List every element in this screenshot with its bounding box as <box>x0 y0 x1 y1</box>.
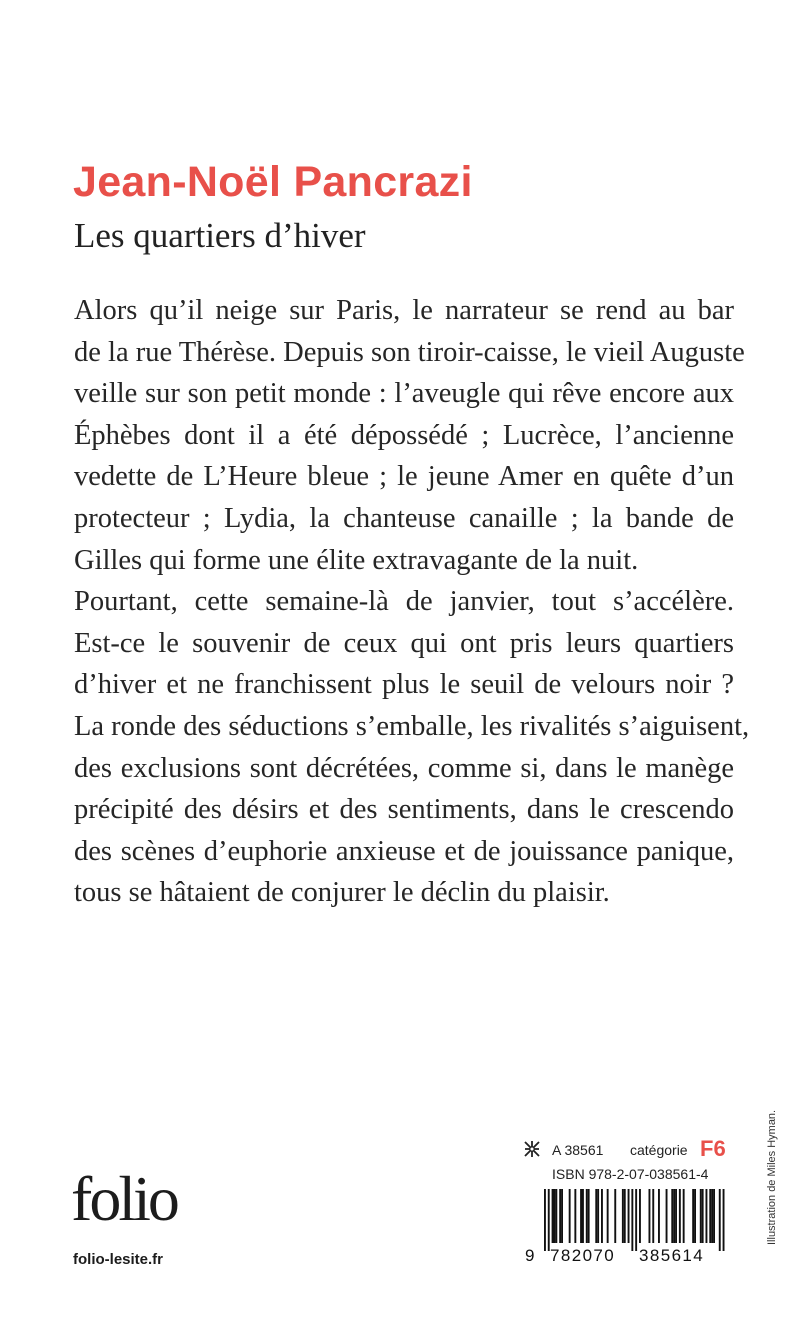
barcode <box>542 1189 728 1251</box>
barcode-bar <box>601 1189 603 1243</box>
catalog-code-row <box>522 1138 727 1162</box>
category-value: F6 <box>700 1136 726 1161</box>
barcode-bar <box>649 1189 651 1243</box>
barcode-bar <box>554 1189 556 1243</box>
barcode-bar <box>692 1189 694 1243</box>
author-name: Jean-Noël Pancrazi <box>73 158 473 206</box>
barcode-bar <box>586 1189 588 1243</box>
barcode-bar <box>574 1189 576 1243</box>
barcode-bar <box>671 1189 673 1243</box>
barcode-bar <box>652 1189 654 1243</box>
blurb-line: Gilles qui forme une élite extravagante de la nuit. <box>74 544 639 576</box>
barcode-bar <box>683 1189 685 1243</box>
barcode-bar <box>635 1189 637 1251</box>
barcode-bar <box>561 1189 563 1243</box>
barcode-bar <box>711 1189 713 1243</box>
barcode-bar <box>624 1189 626 1243</box>
blurb-line: protecteur ; Lydia, la chanteuse canaille ; la bande de <box>74 502 734 534</box>
barcode-bar <box>639 1189 641 1243</box>
barcode-bar <box>588 1189 590 1243</box>
catalog-code: A 38561 <box>552 1142 604 1158</box>
barcode-bar <box>559 1189 561 1243</box>
barcode-bar <box>694 1189 696 1243</box>
blurb-line: précipité des désirs et des sentiments, dans le crescendo <box>74 794 734 826</box>
barcode-bar <box>548 1189 550 1251</box>
blurb-line: Éphèbes dont il a été dépossédé ; Lucrèce, l’ancienne <box>74 419 734 451</box>
barcode-bar <box>631 1189 633 1251</box>
blurb-line: tous se hâtaient de conjurer le déclin du plaisir. <box>74 877 610 909</box>
barcode-bar <box>597 1189 599 1243</box>
barcode-bar <box>709 1189 711 1243</box>
blurb-line: Pourtant, cette semaine-là de janvier, tout s’accélère. <box>74 586 734 618</box>
barcode-bar <box>569 1189 571 1243</box>
blurb-line: Alors qu’il neige sur Paris, le narrateur se rend au bar <box>74 295 734 326</box>
barcode-bar <box>700 1189 702 1243</box>
barcode-bar <box>628 1189 630 1243</box>
blurb-line: des exclusions sont décrétées, comme si, dans le manège <box>74 752 734 784</box>
barcode-bar <box>622 1189 624 1243</box>
barcode-bar <box>607 1189 609 1243</box>
barcode-bar <box>544 1189 546 1251</box>
publisher-website: folio-lesite.fr <box>73 1251 164 1268</box>
barcode-bar <box>582 1189 584 1243</box>
barcode-first-digit: 9 <box>525 1246 535 1265</box>
barcode-bar <box>580 1189 582 1243</box>
barcode-bar <box>706 1189 708 1243</box>
barcode-bar <box>555 1189 557 1243</box>
barcode-bar <box>675 1189 677 1243</box>
blurb-line: des scènes d’euphorie anxieuse et de jouissance panique, <box>74 835 734 867</box>
blurb-line: La ronde des séductions s’emballe, les rivalités s’aiguisent, <box>74 710 750 742</box>
barcode-bar <box>614 1189 616 1243</box>
blurb-line: d’hiver et ne franchissent plus le seuil de velours noir ? <box>74 669 734 701</box>
barcode-group-left: 782070 <box>550 1246 616 1265</box>
blurb-line: vedette de L’Heure bleue ; le jeune Amer en quête d’un <box>74 461 734 493</box>
barcode-bar <box>702 1189 704 1243</box>
folio-logo: folio <box>71 1163 177 1234</box>
back-cover-blurb <box>74 290 750 914</box>
barcode-bar <box>723 1189 725 1251</box>
barcode-bar <box>595 1189 597 1243</box>
barcode-bar <box>679 1189 681 1243</box>
book-title: Les quartiers d’hiver <box>74 216 366 255</box>
barcode-bar <box>552 1189 554 1243</box>
gallimard-mark-icon <box>522 1139 542 1164</box>
barcode-bar <box>713 1189 715 1243</box>
barcode-bar <box>719 1189 721 1251</box>
barcode-bar <box>666 1189 668 1243</box>
isbn-text: ISBN 978-2-07-038561-4 <box>552 1166 709 1182</box>
category-label: catégorie <box>630 1142 688 1158</box>
barcode-bar <box>673 1189 675 1243</box>
blurb-line: veille sur son petit monde : l’aveugle qui rêve encore aux <box>74 378 734 410</box>
barcode-bar <box>658 1189 660 1243</box>
barcode-group-right: 385614 <box>639 1246 705 1265</box>
blurb-line: de la rue Thérèse. Depuis son tiroir-caisse, le vieil Auguste <box>74 336 745 368</box>
illustration-credit: Illustration de Miles Hyman. <box>766 1109 778 1245</box>
blurb-line: Est-ce le souvenir de ceux qui ont pris leurs quartiers <box>74 627 734 659</box>
